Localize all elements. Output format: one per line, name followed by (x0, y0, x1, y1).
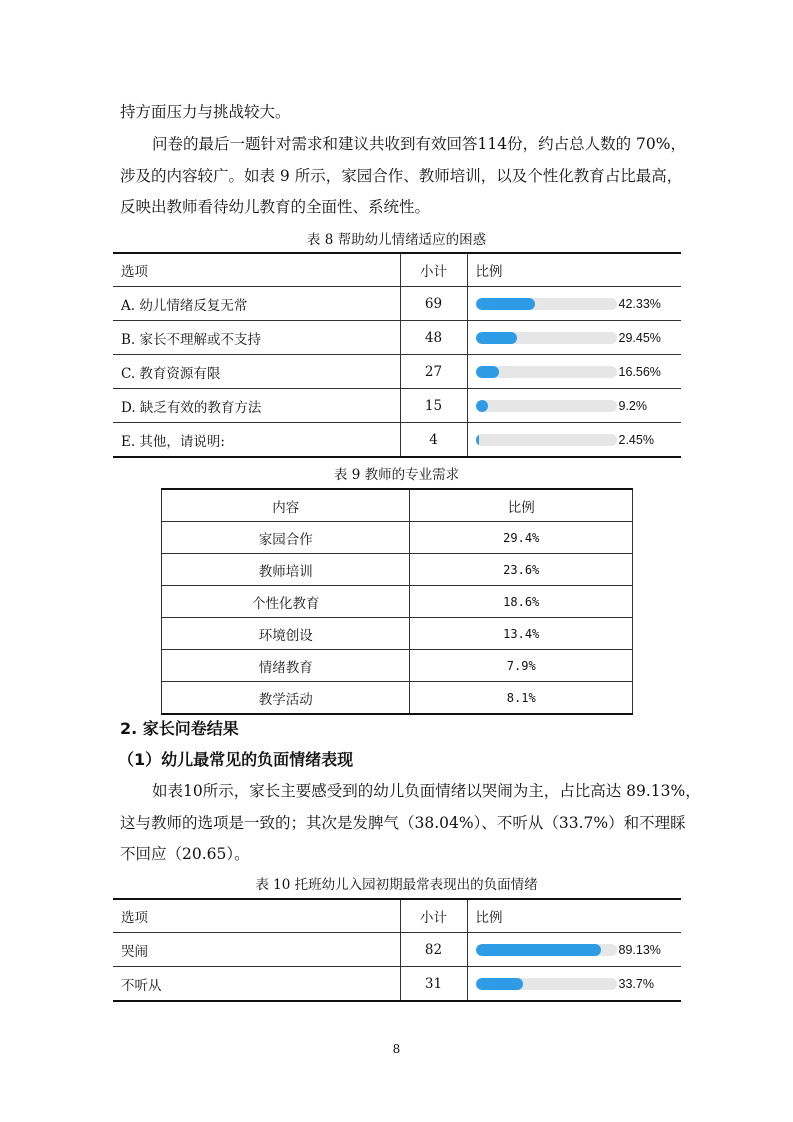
paragraph-line: 如表10所示，家长主要感受到的幼儿负面情绪以哭闹为主，占比高达 89.13%， (152, 782, 701, 800)
table-row (113, 321, 681, 355)
ratio-cell (467, 355, 681, 389)
table-header-row (113, 899, 681, 933)
count-cell: 82 (400, 933, 467, 967)
progress-bar (476, 434, 617, 446)
percentage-label: 42.33% (618, 297, 661, 311)
option-cell: A. 幼儿情绪反复无常 (113, 287, 400, 321)
paragraph-line: 涉及的内容较广。如表 9 所示，家园合作、教师培训，以及个性化教育占比最高， (120, 167, 683, 185)
option-cell: C. 教育资源有限 (113, 355, 400, 389)
ratio-cell: 8.1% (410, 682, 633, 715)
content-cell: 教师培训 (162, 554, 410, 586)
percentage-label: 9.2% (618, 399, 647, 413)
paragraph-line: 这与教师的选项是一致的；其次是发脾气（38.04%）、不听从（33.7%）和不理睬 (120, 814, 686, 832)
progress-bar (476, 400, 617, 412)
subsection-heading: （1）幼儿最常见的负面情绪表现 (118, 750, 354, 769)
option-cell: D. 缺乏有效的教育方法 (113, 389, 400, 423)
table-row (113, 355, 681, 389)
progress-bar-fill (476, 944, 602, 956)
table-row (113, 389, 681, 423)
content-cell: 教学活动 (162, 682, 410, 715)
progress-bar-fill (476, 298, 536, 310)
ratio-cell (467, 321, 681, 355)
content-cell: 情绪教育 (162, 650, 410, 682)
table-row (162, 650, 633, 682)
table-row (162, 522, 633, 554)
table-row (162, 618, 633, 650)
ratio-cell: 7.9% (410, 650, 633, 682)
progress-bar-fill (476, 400, 489, 412)
progress-bar (476, 944, 617, 956)
table8 (113, 252, 681, 458)
progress-bar (476, 298, 617, 310)
table9 (161, 488, 633, 715)
table-row (162, 586, 633, 618)
count-cell: 15 (400, 389, 467, 423)
table-row (113, 967, 681, 1002)
table-row (162, 682, 633, 715)
percentage-label: 33.7% (618, 977, 654, 991)
percentage-label: 29.45% (618, 331, 661, 345)
table-header-row (113, 253, 681, 287)
count-cell: 27 (400, 355, 467, 389)
option-cell: 不听从 (113, 967, 400, 1002)
paragraph-line: 不回应（20.65）。 (120, 845, 250, 863)
option-cell: E. 其他，请说明: (113, 423, 400, 458)
table-row (113, 933, 681, 967)
progress-bar-fill (476, 978, 524, 990)
progress-bar (476, 366, 617, 378)
option-cell: B. 家长不理解或不支持 (113, 321, 400, 355)
ratio-cell (467, 389, 681, 423)
ratio-cell (467, 967, 681, 1002)
table10-caption: 表 10 托班幼儿入园初期最常表现出的负面情绪 (255, 877, 538, 893)
progress-bar (476, 978, 617, 990)
table8-caption: 表 8 帮助幼儿情绪适应的困惑 (306, 232, 487, 248)
progress-bar-fill (476, 434, 479, 446)
column-header: 比例 (410, 489, 633, 522)
count-cell: 69 (400, 287, 467, 321)
page-number: 8 (392, 1042, 401, 1056)
ratio-cell (467, 287, 681, 321)
progress-bar-fill (476, 366, 499, 378)
paragraph-line: 问卷的最后一题针对需求和建议共收到有效回答114份，约占总人数的 70%， (152, 135, 686, 153)
table-row (162, 554, 633, 586)
ratio-cell (467, 933, 681, 967)
ratio-cell: 13.4% (410, 618, 633, 650)
table-row (113, 287, 681, 321)
column-header: 小计 (400, 899, 467, 933)
count-cell: 31 (400, 967, 467, 1002)
count-cell: 4 (400, 423, 467, 458)
ratio-cell: 29.4% (410, 522, 633, 554)
percentage-label: 89.13% (618, 943, 661, 957)
column-header: 内容 (162, 489, 410, 522)
content-cell: 家园合作 (162, 522, 410, 554)
ratio-cell: 23.6% (410, 554, 633, 586)
section-heading: 2. 家长问卷结果 (120, 719, 239, 738)
content-cell: 个性化教育 (162, 586, 410, 618)
paragraph-line: 持方面压力与挑战较大。 (120, 103, 291, 121)
option-cell: 哭闹 (113, 933, 400, 967)
table-header-row (162, 489, 633, 522)
column-header: 比例 (467, 253, 681, 287)
percentage-label: 16.56% (618, 365, 661, 379)
ratio-cell: 18.6% (410, 586, 633, 618)
progress-bar-fill (476, 332, 518, 344)
ratio-cell (467, 423, 681, 458)
column-header: 比例 (467, 899, 681, 933)
percentage-label: 2.45% (618, 433, 654, 447)
progress-bar (476, 332, 617, 344)
table10 (113, 898, 681, 1002)
count-cell: 48 (400, 321, 467, 355)
table9-caption: 表 9 教师的专业需求 (333, 467, 460, 483)
column-header: 选项 (113, 253, 400, 287)
table-row (113, 423, 681, 458)
paragraph-line: 反映出教师看待幼儿教育的全面性、系统性。 (120, 198, 431, 216)
content-cell: 环境创设 (162, 618, 410, 650)
column-header: 选项 (113, 899, 400, 933)
column-header: 小计 (400, 253, 467, 287)
